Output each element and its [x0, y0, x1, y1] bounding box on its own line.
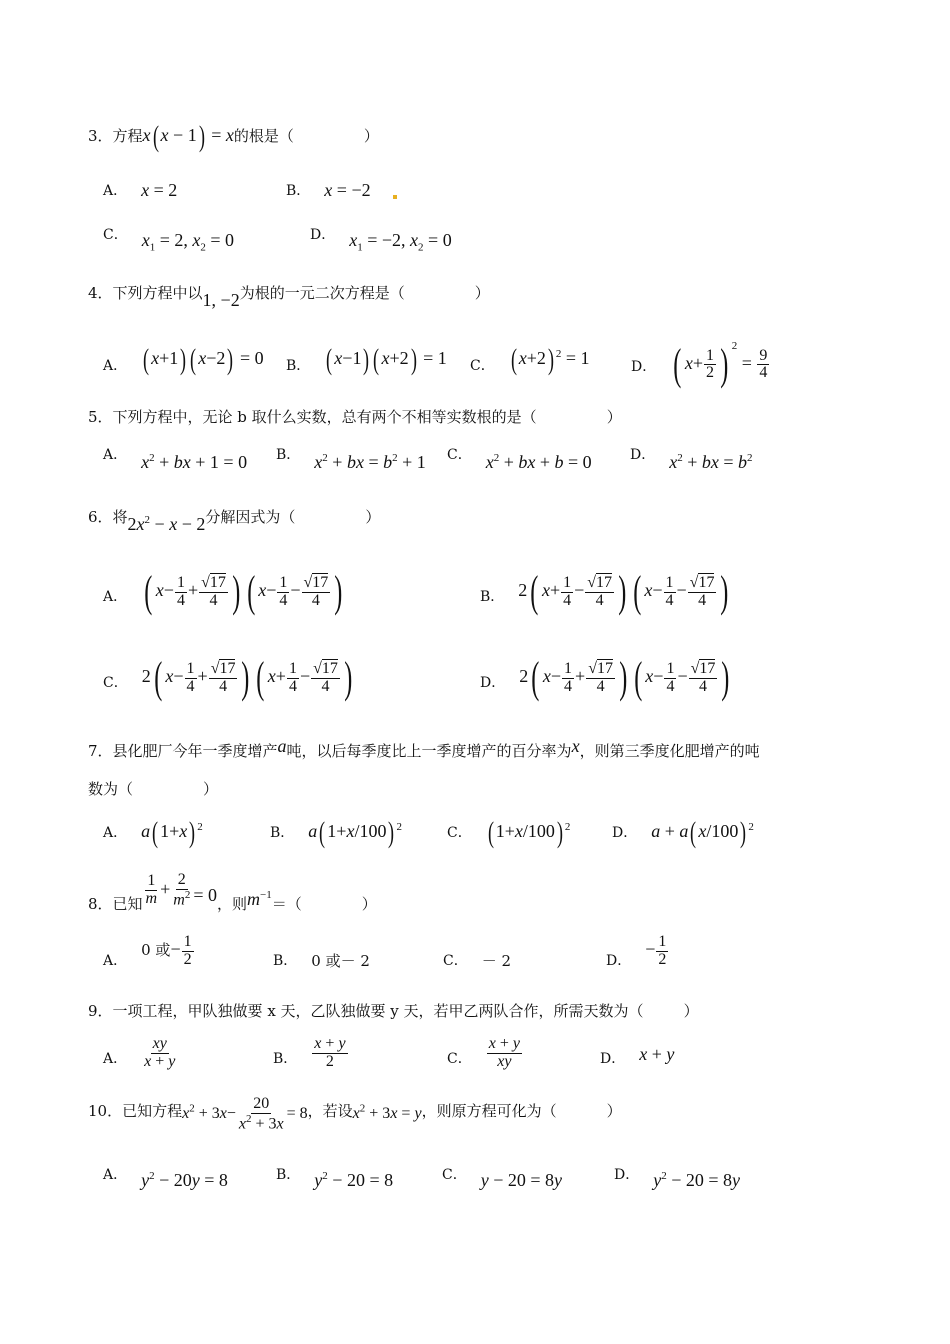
- question-4-stem: 4．下列方程中以1, −2为根的一元二次方程是（ ）: [88, 284, 490, 310]
- q5-option-d[interactable]: D． $x^2$ + bx = $b^2$: [630, 447, 753, 472]
- question-5-stem: 5．下列方程中，无论 b 取什么实数，总有两个不相等实数根的是（ ）: [88, 408, 622, 426]
- q9-option-d[interactable]: D． x + y: [600, 1044, 675, 1067]
- stray-mark: [393, 195, 397, 199]
- q3-option-d[interactable]: D． $x_1 = -2$, $x_2 = 0$: [310, 227, 452, 254]
- q5-option-b[interactable]: B． $x^2$ + bx = $b^2 + 1$: [276, 447, 426, 472]
- q7-option-a[interactable]: A． a( 1+x) $^2$: [103, 816, 203, 849]
- q4-option-d[interactable]: D． ( x+ $\frac{1}{2}$ ) $^2$ = $\frac{9}{4}$: [631, 339, 768, 389]
- q8-option-c[interactable]: C． － 2: [443, 952, 512, 970]
- q4-option-c[interactable]: C． ( x+2) $^2$ = 1: [470, 343, 590, 376]
- question-7-stem-line2: 数为（ ）: [88, 780, 219, 798]
- question-9-stem: 9．一项工程，甲队独做要 x 天，乙队独做要 y 天，若甲乙两队合作，所需天数为（ ）: [88, 1002, 699, 1020]
- q6-option-c[interactable]: C． 2( x− $\frac{1}{4}$ + $\frac{√17}{4}$ ) ( x+ $\frac{1}{4}$ − $\frac{√17}{4}$ ): [103, 653, 353, 702]
- q5-option-a[interactable]: A． $x^2$ + bx + 1 = 0: [103, 447, 248, 472]
- q6-option-a[interactable]: A． ( x− $\frac{1}{4}$ + $\frac{√17}{4}$ ) ( x− $\frac{1}{4}$ − $\frac{√17}{4}$ ): [103, 567, 343, 616]
- q7-option-b[interactable]: B． a( 1+x/100) $^2$: [270, 816, 402, 849]
- q3-option-a[interactable]: A． x = 2: [103, 180, 178, 200]
- q8-option-a[interactable]: A．0 或− $\frac{1}{2}$: [103, 933, 192, 969]
- q9-option-b[interactable]: B． $\frac{x + y}{2}$: [273, 1035, 346, 1070]
- question-10-stem: 10．已知方程$x^2 + 3x-$ $\frac{20}{x^2 + 3x}$ = 8，若设$x^2 + 3x = y$，则原方程可化为（ ）: [88, 1095, 622, 1133]
- q5-option-c[interactable]: C． $x^2$ + bx + b = 0: [447, 447, 592, 472]
- q8-option-b[interactable]: B． 0 或－ 2: [273, 952, 370, 970]
- q7-option-d[interactable]: D． a + a( x/100) $^2$: [612, 816, 754, 849]
- q9-option-c[interactable]: C． $\frac{x + y}{xy}$: [447, 1035, 520, 1070]
- q3-option-c[interactable]: C． $x_1 = 2$, $x_2 = 0$: [103, 227, 235, 254]
- q6-option-d[interactable]: D． 2( x− $\frac{1}{4}$ + $\frac{√17}{4}$ ) ( x− $\frac{1}{4}$ − $\frac{√17}{4}$ ): [480, 653, 730, 702]
- q7-option-c[interactable]: C． ( 1+x/100) $^2$: [447, 816, 571, 849]
- q8-equation: $\frac{1}{m}$ + $\frac{2}{m^2}$ = 0: [145, 871, 217, 909]
- q3-option-b[interactable]: B． x = −2: [286, 180, 371, 200]
- q10-option-c[interactable]: C． y − 20 = 8y: [442, 1167, 563, 1190]
- q10-equation: $x^2 + 3x-$ $\frac{20}{x^2 + 3x}$ = 8: [182, 1095, 308, 1133]
- q9-option-a[interactable]: A． $\frac{xy}{x + y}$: [103, 1035, 176, 1070]
- q6-expression: $2x^2 - x - 2$: [127, 514, 206, 534]
- question-6-stem: 6．将$2x^2 - x - 2$分解因式为（ ）: [88, 508, 381, 534]
- q4-option-b[interactable]: B． ( x−1) ( x+2) = 1: [286, 343, 447, 376]
- question-7-stem-line1: 7．县化肥厂今年一季度增产a吨，以后每季度比上一季度增产的百分率为x，则第三季度化肥增产的吨: [88, 736, 760, 760]
- question-8-stem: 8．已知 $\frac{1}{m}$ + $\frac{2}{m^2}$ = 0，则$m^{-1}=$（ ）: [88, 871, 377, 913]
- q10-option-a[interactable]: A． $y^2 - 20y = 8$: [103, 1167, 228, 1190]
- q10-option-b[interactable]: B． $y^2 - 20 = 8$: [276, 1167, 394, 1190]
- question-3-stem: 3．方程x( x − 1) = x的根是（ ）: [88, 120, 379, 153]
- q8-option-d[interactable]: D．− $\frac{1}{2}$: [606, 933, 667, 969]
- q4-option-a[interactable]: A． ( x+1) ( x−2) = 0: [103, 343, 264, 376]
- q6-option-b[interactable]: B． 2( x+ $\frac{1}{4}$ − $\frac{√17}{4}$ ) ( x− $\frac{1}{4}$ − $\frac{√17}{4}$ ): [480, 567, 729, 616]
- q3-equation: x( x − 1) = x: [142, 120, 234, 153]
- q4-roots: 1, −2: [202, 290, 240, 310]
- q10-option-d[interactable]: D． $y^2 - 20 = 8y$: [614, 1167, 741, 1190]
